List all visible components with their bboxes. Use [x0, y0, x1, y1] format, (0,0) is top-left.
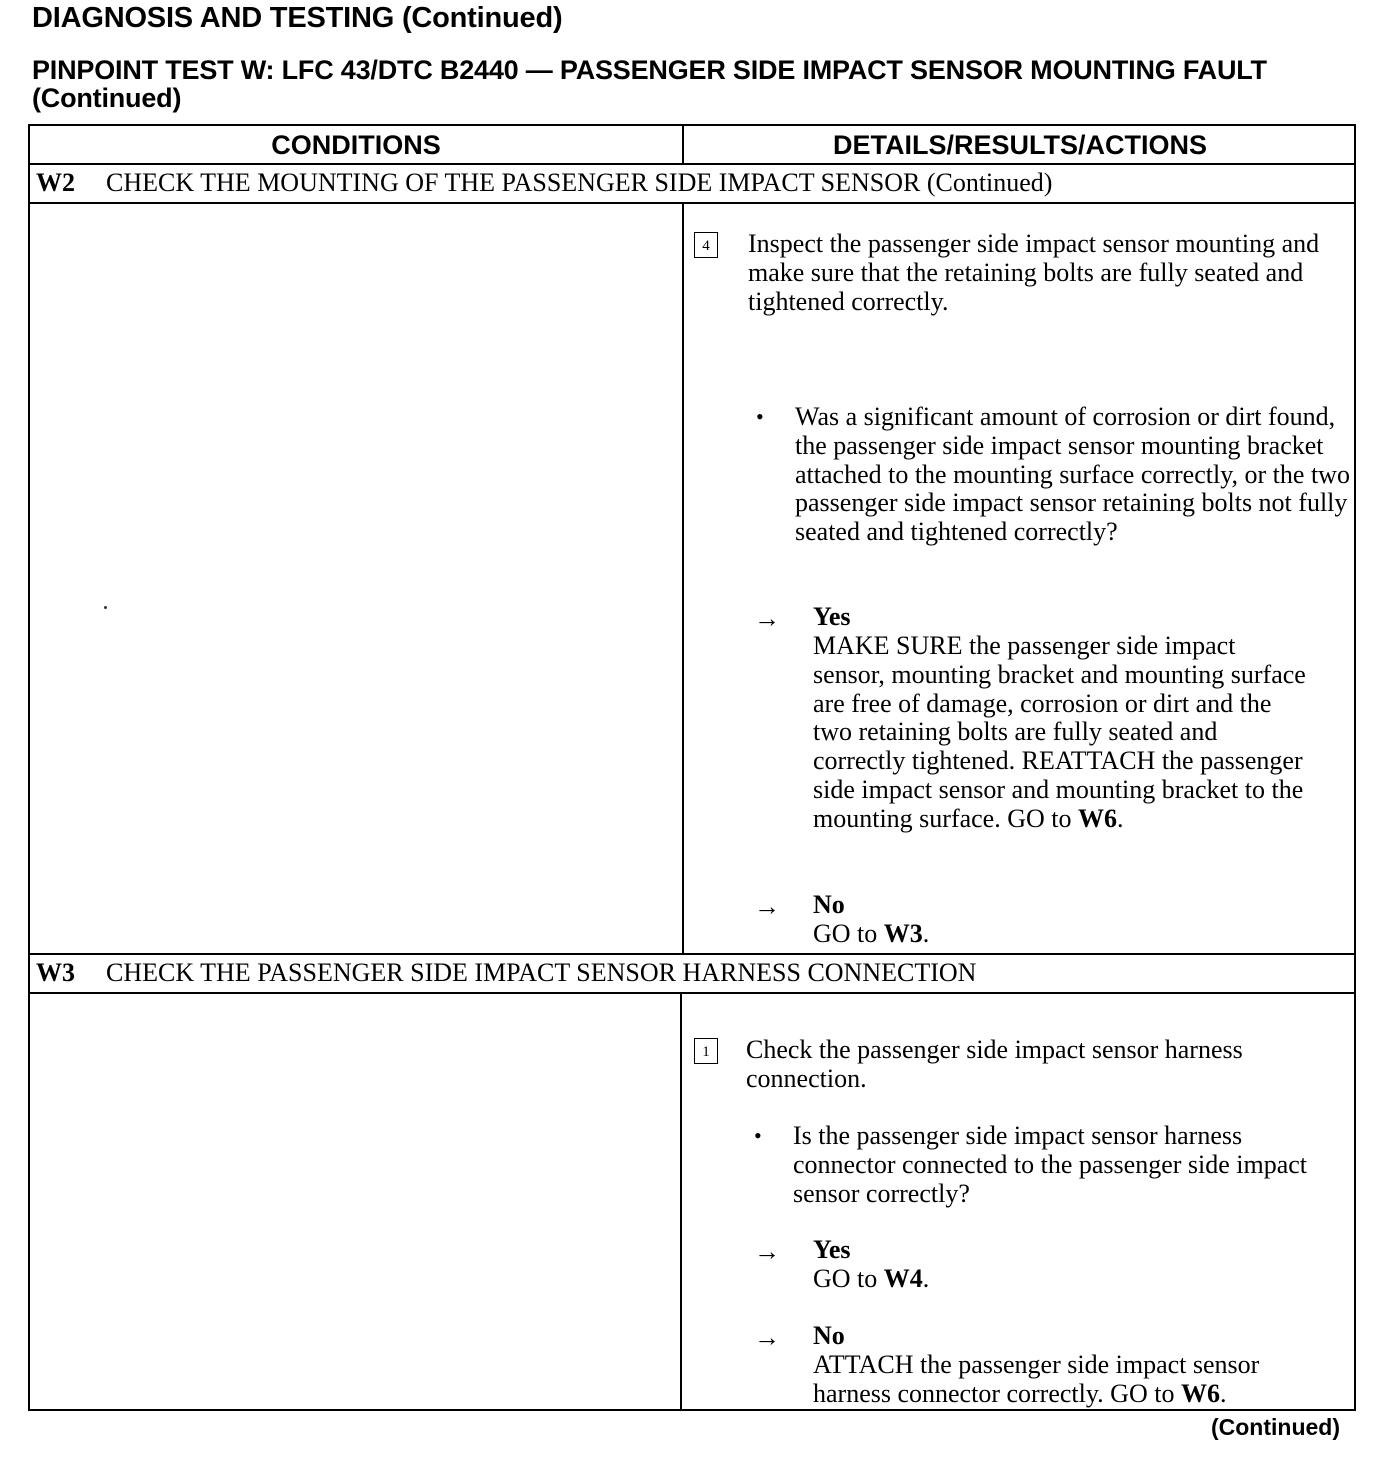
- w3-step-instruction: Check the passenger side impact sensor harness connection.: [746, 1035, 1243, 1093]
- w2-yes-action-text: MAKE SURE the passenger side impact sensor, mounting bracket and mounting surface are free of damage, corrosion or dirt and the two retaining bolts are fully seated and correctly tightened. REATTACH the passenger side impact sensor and mounting bracket to the mounting surface. GO to: [813, 631, 1306, 833]
- w2-no-action: GO to W3.: [813, 919, 930, 948]
- header-column-divider: [682, 126, 684, 164]
- page-title: DIAGNOSIS AND TESTING (Continued): [32, 2, 563, 34]
- w3-yes-action: GO to W4.: [813, 1264, 930, 1293]
- w2-question: Was a significant amount of corrosion or dirt found, the passenger side impact sensor mounting bracket attached to the mounting surface correctly, or the two passenger side impact sensor retaining bolts not fully seated and tightened correctly?: [795, 402, 1350, 547]
- w2-yes-label: Yes: [813, 602, 851, 631]
- w3-yes-action-text: GO to: [813, 1264, 878, 1293]
- w2-no-goto-link[interactable]: W3: [883, 919, 923, 948]
- continued-footer: (Continued): [1210, 1414, 1340, 1440]
- w2-no-label: No: [813, 890, 845, 919]
- pinpoint-test-title: PINPOINT TEST W: LFC 43/DTC B2440 — PASSENGER SIDE IMPACT SENSOR MOUNTING FAULT (Continued): [32, 55, 1267, 113]
- w3-bullet-icon: •: [754, 1123, 762, 1148]
- pinpoint-test-table: [28, 124, 1356, 1411]
- scan-speck: [104, 606, 107, 609]
- w2-yes-action: MAKE SURE the passenger side impact sensor, mounting bracket and mounting surface are free of damage, corrosion or dirt and the two retaining bolts are fully seated and correctly tightened. REATTACH the passenger side impact sensor and mounting bracket to the mounting surface. GO to W6.: [813, 631, 1306, 833]
- w2-yes-goto-link[interactable]: W6: [1078, 803, 1118, 833]
- w3-step-number-box: 1: [694, 1038, 718, 1064]
- w2-no-arrow-icon: →: [754, 892, 780, 921]
- w2-bullet-icon: •: [756, 404, 764, 429]
- w3-section-divider: [30, 992, 1354, 994]
- details-column-header: DETAILS/RESULTS/ACTIONS: [832, 130, 1207, 160]
- w2-section-divider: [30, 202, 1354, 204]
- w3-yes-arrow-icon: →: [754, 1237, 780, 1266]
- w3-no-goto-link[interactable]: W6: [1180, 1378, 1220, 1408]
- w3-yes-label: Yes: [813, 1235, 851, 1264]
- w2-step-id: W2: [36, 168, 75, 197]
- w3-no-label: No: [813, 1321, 845, 1350]
- w3-yes-goto-link[interactable]: W4: [883, 1264, 923, 1293]
- w2-column-divider: [682, 203, 684, 953]
- w2-no-action-text: GO to: [813, 919, 878, 948]
- w3-section-heading: [36, 958, 1348, 988]
- w3-section-title: CHECK THE PASSENGER SIDE IMPACT SENSOR HARNESS CONNECTION: [106, 958, 977, 987]
- w2-section-heading: [36, 168, 1348, 198]
- w3-column-divider: [680, 993, 682, 1411]
- w3-question: Is the passenger side impact sensor harness connector connected to the passenger side impact sensor correctly?: [793, 1121, 1308, 1208]
- w2-step-number-box: 4: [694, 232, 718, 258]
- header-divider: [30, 163, 1354, 165]
- conditions-column-header: CONDITIONS: [271, 130, 441, 160]
- w2-yes-arrow-icon: →: [754, 604, 780, 633]
- w2-section-title: CHECK THE MOUNTING OF THE PASSENGER SIDE IMPACT SENSOR (Continued): [106, 168, 1053, 197]
- w3-no-arrow-icon: →: [754, 1323, 780, 1352]
- w2-step-instruction: Inspect the passenger side impact sensor mounting and make sure that the retaining bolts are fully seated and tightened correctly.: [748, 229, 1320, 316]
- w3-no-action-text: ATTACH the passenger side impact sensor harness connector correctly. GO to: [813, 1350, 1260, 1408]
- w3-section-top-divider: [30, 953, 1354, 955]
- w3-no-action: ATTACH the passenger side impact sensor harness connector correctly. GO to W6.: [813, 1350, 1260, 1408]
- w3-step-id: W3: [36, 958, 75, 987]
